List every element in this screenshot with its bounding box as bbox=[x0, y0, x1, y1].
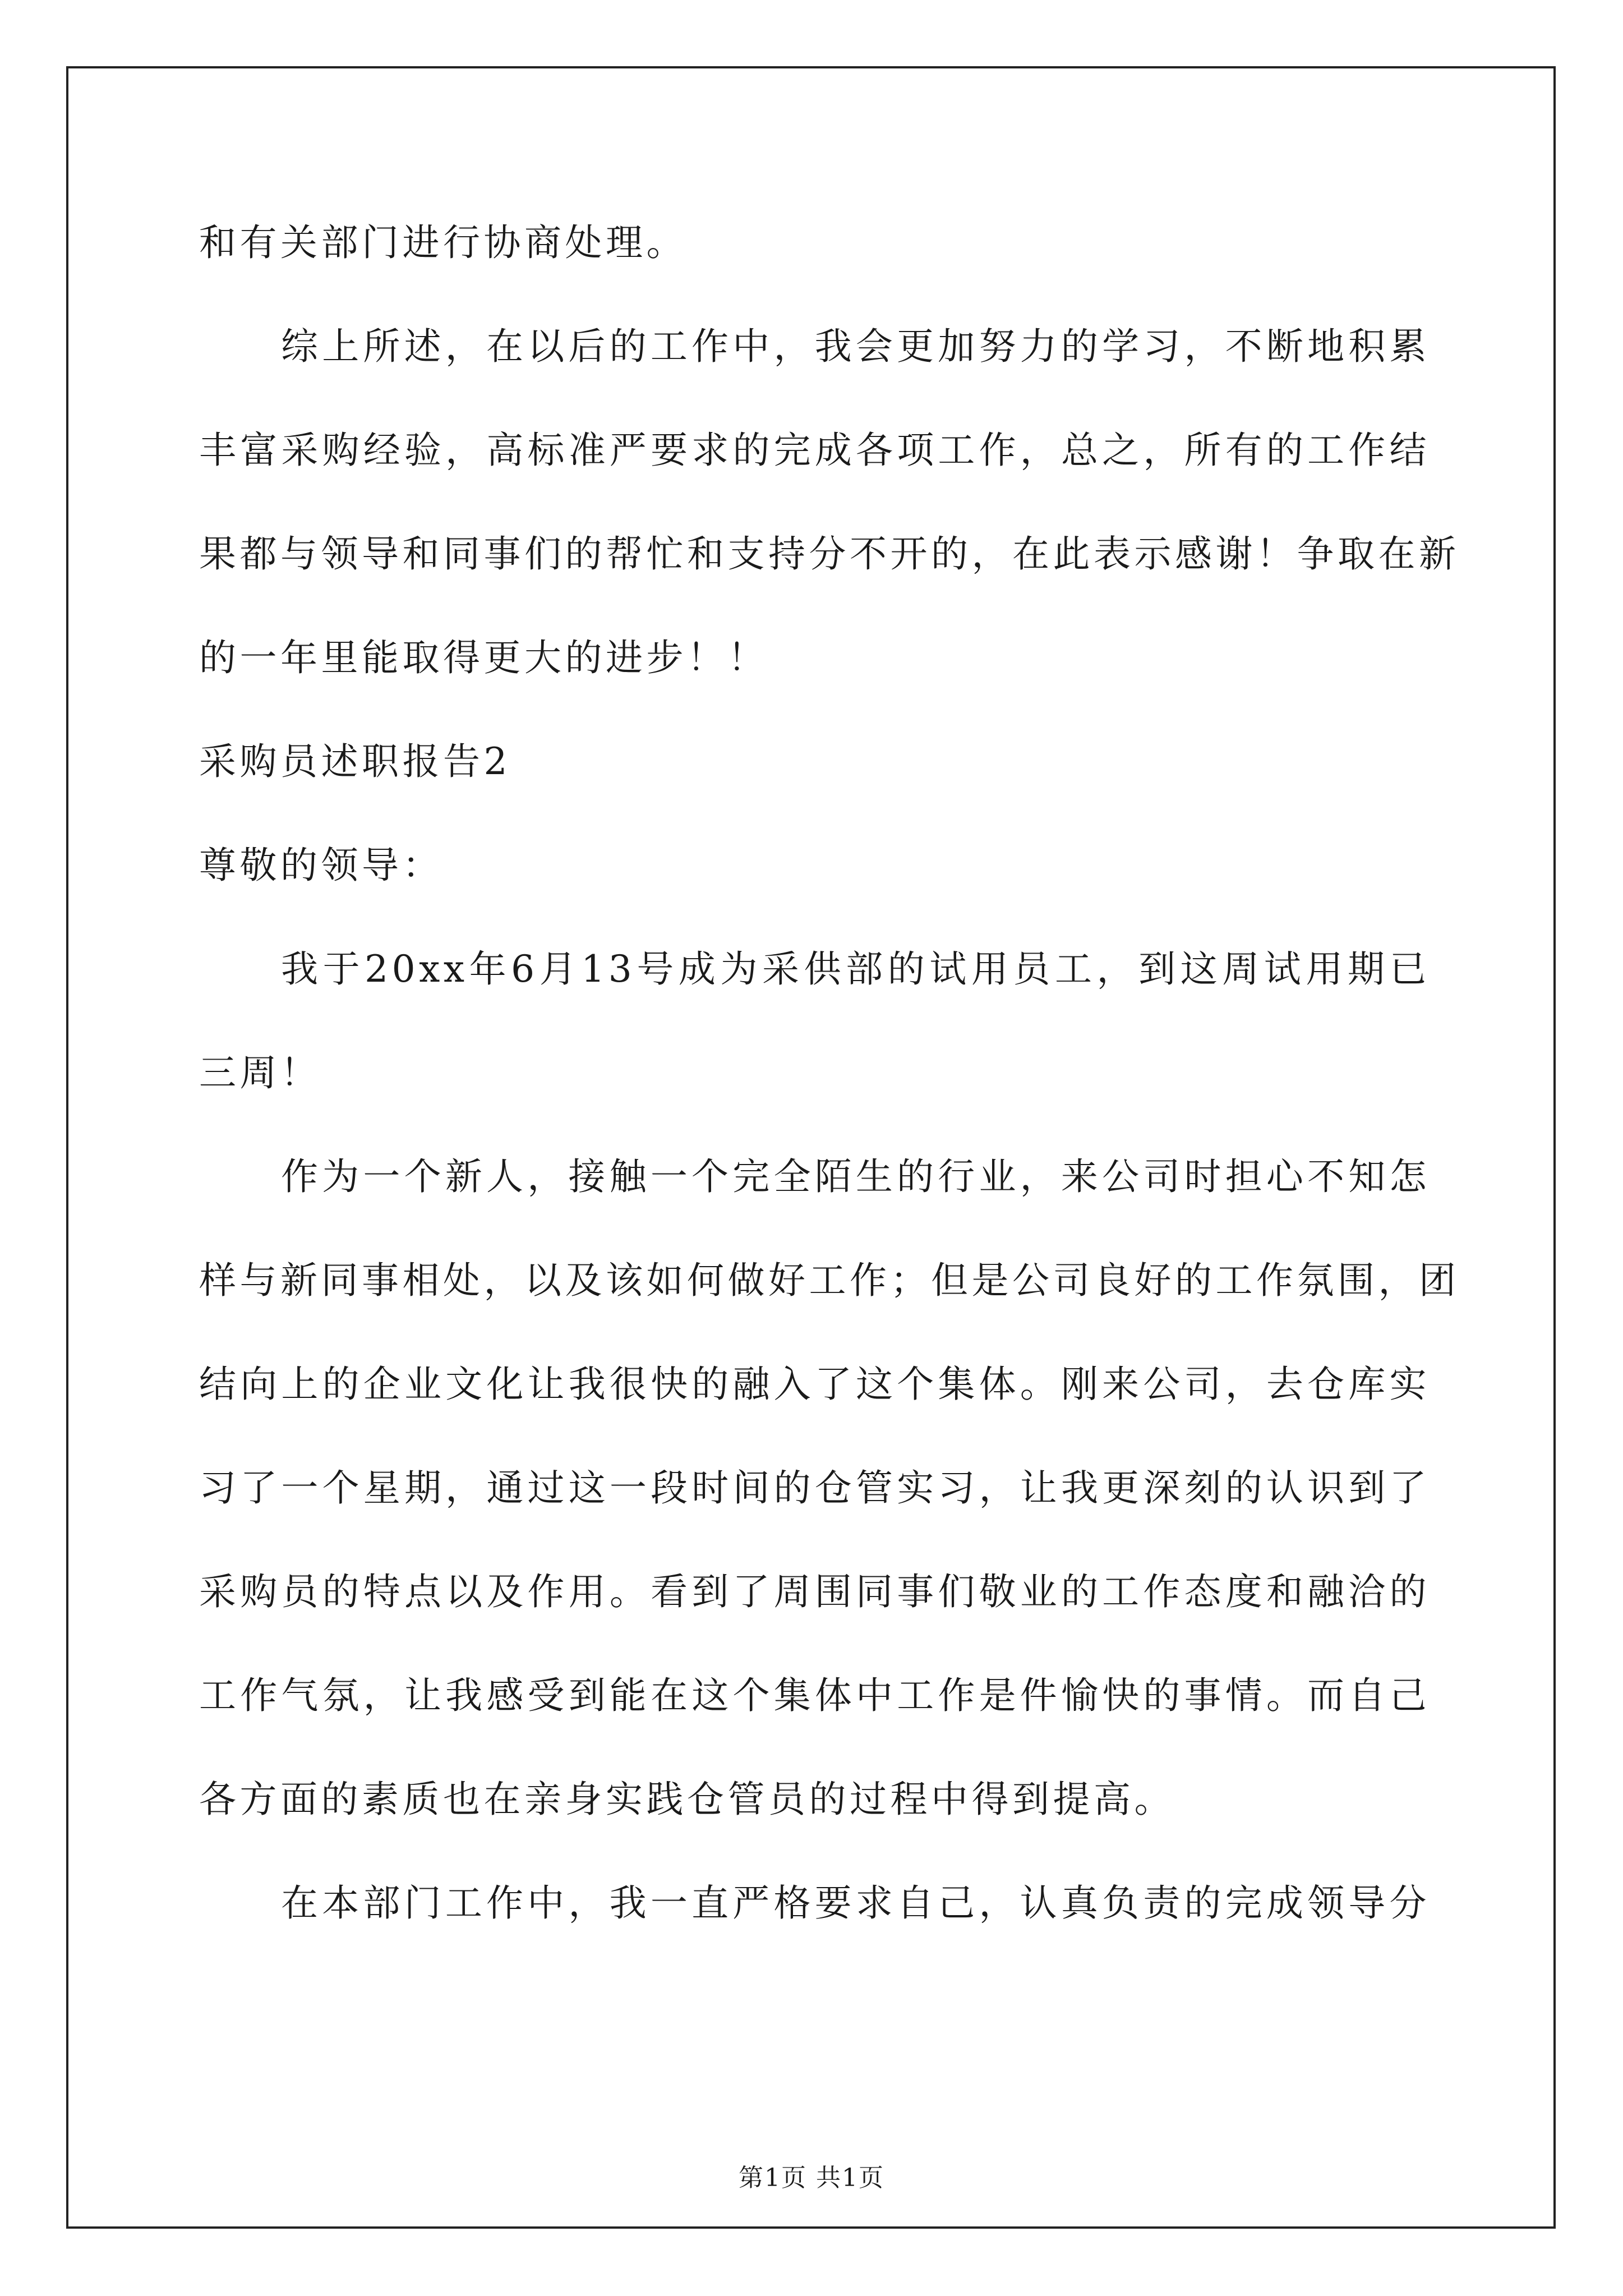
text-line: 样与新同事相处，以及该如何做好工作；但是公司良好的工作氛围，团 bbox=[199, 1259, 1460, 1302]
paragraph-line: 在本部门工作中，我一直严格要求自己，认真负责的完成领导分 bbox=[281, 1881, 1430, 1925]
text-line: 和有关部门进行协商处理。 bbox=[199, 221, 687, 264]
document-body bbox=[199, 191, 1460, 1955]
section-title: 采购员述职报告2 bbox=[199, 740, 511, 783]
salutation: 尊敬的领导： bbox=[199, 844, 443, 887]
text-line: 果都与领导和同事们的帮忙和支持分不开的，在此表示感谢！争取在新 bbox=[199, 532, 1460, 576]
text-line: 丰富采购经验，高标准严要求的完成各项工作，总之，所有的工作结 bbox=[199, 429, 1430, 472]
text-line: 采购员的特点以及作用。看到了周围同事们敬业的工作态度和融洽的 bbox=[199, 1570, 1430, 1613]
text-line: 结向上的企业文化让我很快的融入了这个集体。刚来公司，去仓库实 bbox=[199, 1363, 1430, 1406]
text-line: 各方面的素质也在亲身实践仓管员的过程中得到提高。 bbox=[199, 1778, 1175, 1821]
page-footer: 第1页 共1页 bbox=[739, 2164, 884, 2192]
text-line: 的一年里能取得更大的进步！！ bbox=[199, 636, 768, 679]
paragraph-line: 我于20xx年6月13号成为采供部的试用员工，到这周试用期已 bbox=[281, 947, 1430, 991]
paragraph-line: 作为一个新人，接触一个完全陌生的行业，来公司时担心不知怎 bbox=[281, 1155, 1430, 1198]
text-line: 习了一个星期，通过这一段时间的仓管实习，让我更深刻的认识到了 bbox=[199, 1466, 1430, 1510]
text-line: 三周！ bbox=[199, 1051, 321, 1094]
text-line: 工作气氛，让我感受到能在这个集体中工作是件愉快的事情。而自己 bbox=[199, 1674, 1430, 1717]
paragraph-line: 综上所述，在以后的工作中，我会更加努力的学习，不断地积累 bbox=[281, 325, 1430, 368]
